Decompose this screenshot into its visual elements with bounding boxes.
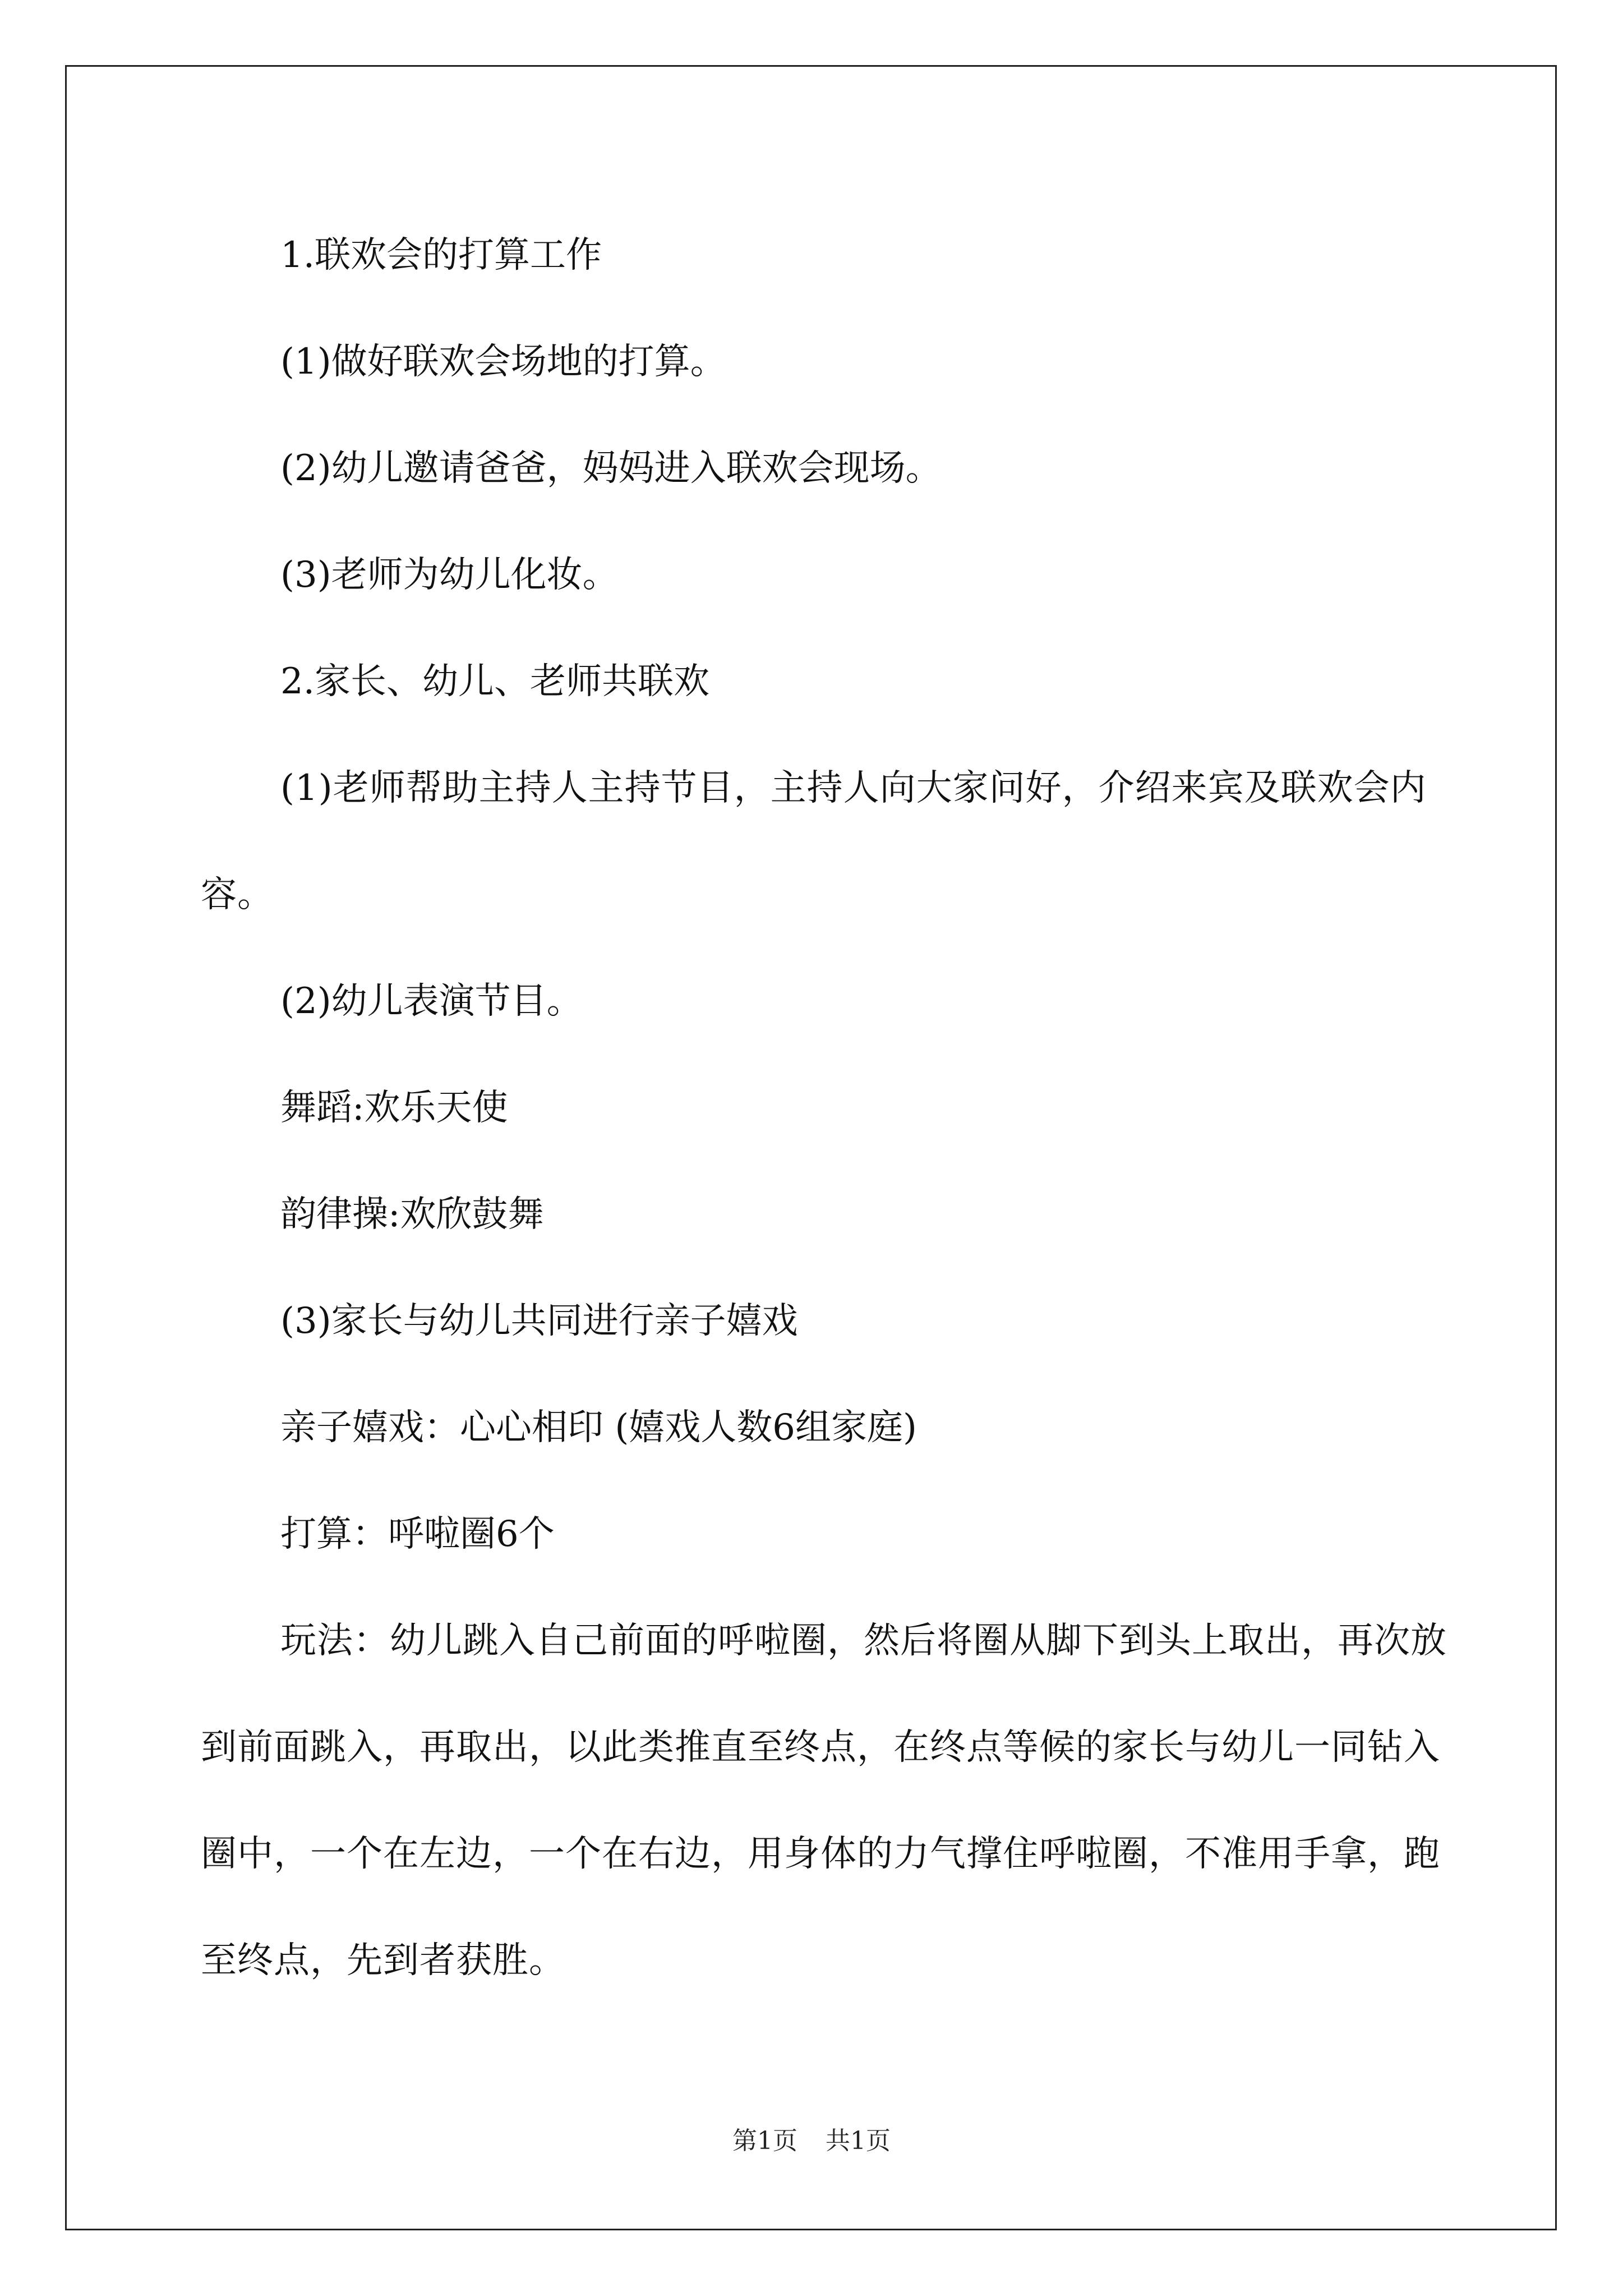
paragraph-item: (3)家长与幼儿共同进行亲子嬉戏	[280, 1300, 798, 1342]
paragraph-item: (3)老师为幼儿化妆。	[280, 554, 619, 596]
page-number-current: 第1页	[732, 2127, 797, 2155]
section-heading-1: 1.联欢会的打算工作	[280, 234, 602, 276]
paragraph-item: 舞蹈:欢乐天使	[280, 1087, 508, 1129]
paragraph-item: (2)幼儿邀请爸爸，妈妈进入联欢会现场。	[280, 448, 942, 489]
paragraph-item: 亲子嬉戏：心心相印 (嬉戏人数6组家庭)	[280, 1407, 917, 1448]
paragraph-item: (1)老师帮助主持人主持节目，主持人向大家问好，介绍来宾及联欢会内容。	[201, 767, 1427, 915]
page-number-total: 共1页	[826, 2127, 891, 2155]
paragraph-item: 打算：呼啦圈6个	[280, 1513, 555, 1555]
section-heading-2: 2.家长、幼儿、老师共联欢	[280, 661, 710, 702]
paragraph-item: 韵律操:欢欣鼓舞	[280, 1194, 544, 1235]
paragraph-item: 玩法：幼儿跳入自己前面的呼啦圈，然后将圈从脚下到头上取出，再次放到前面跳入，再取出，以此类推直至终点，在终点等候的家长与幼儿一同钻入圈中，一个在左边，一个在右边，用身体的力气撑住呼啦圈，不准用手拿，跑至终点，先到者获胜。	[201, 1620, 1447, 1981]
page-footer	[0, 2120, 1623, 2156]
paragraph-item: (1)做好联欢会场地的打算。	[280, 341, 726, 383]
paragraph-item: (2)幼儿表演节目。	[280, 981, 583, 1022]
document-body	[201, 202, 1468, 2014]
